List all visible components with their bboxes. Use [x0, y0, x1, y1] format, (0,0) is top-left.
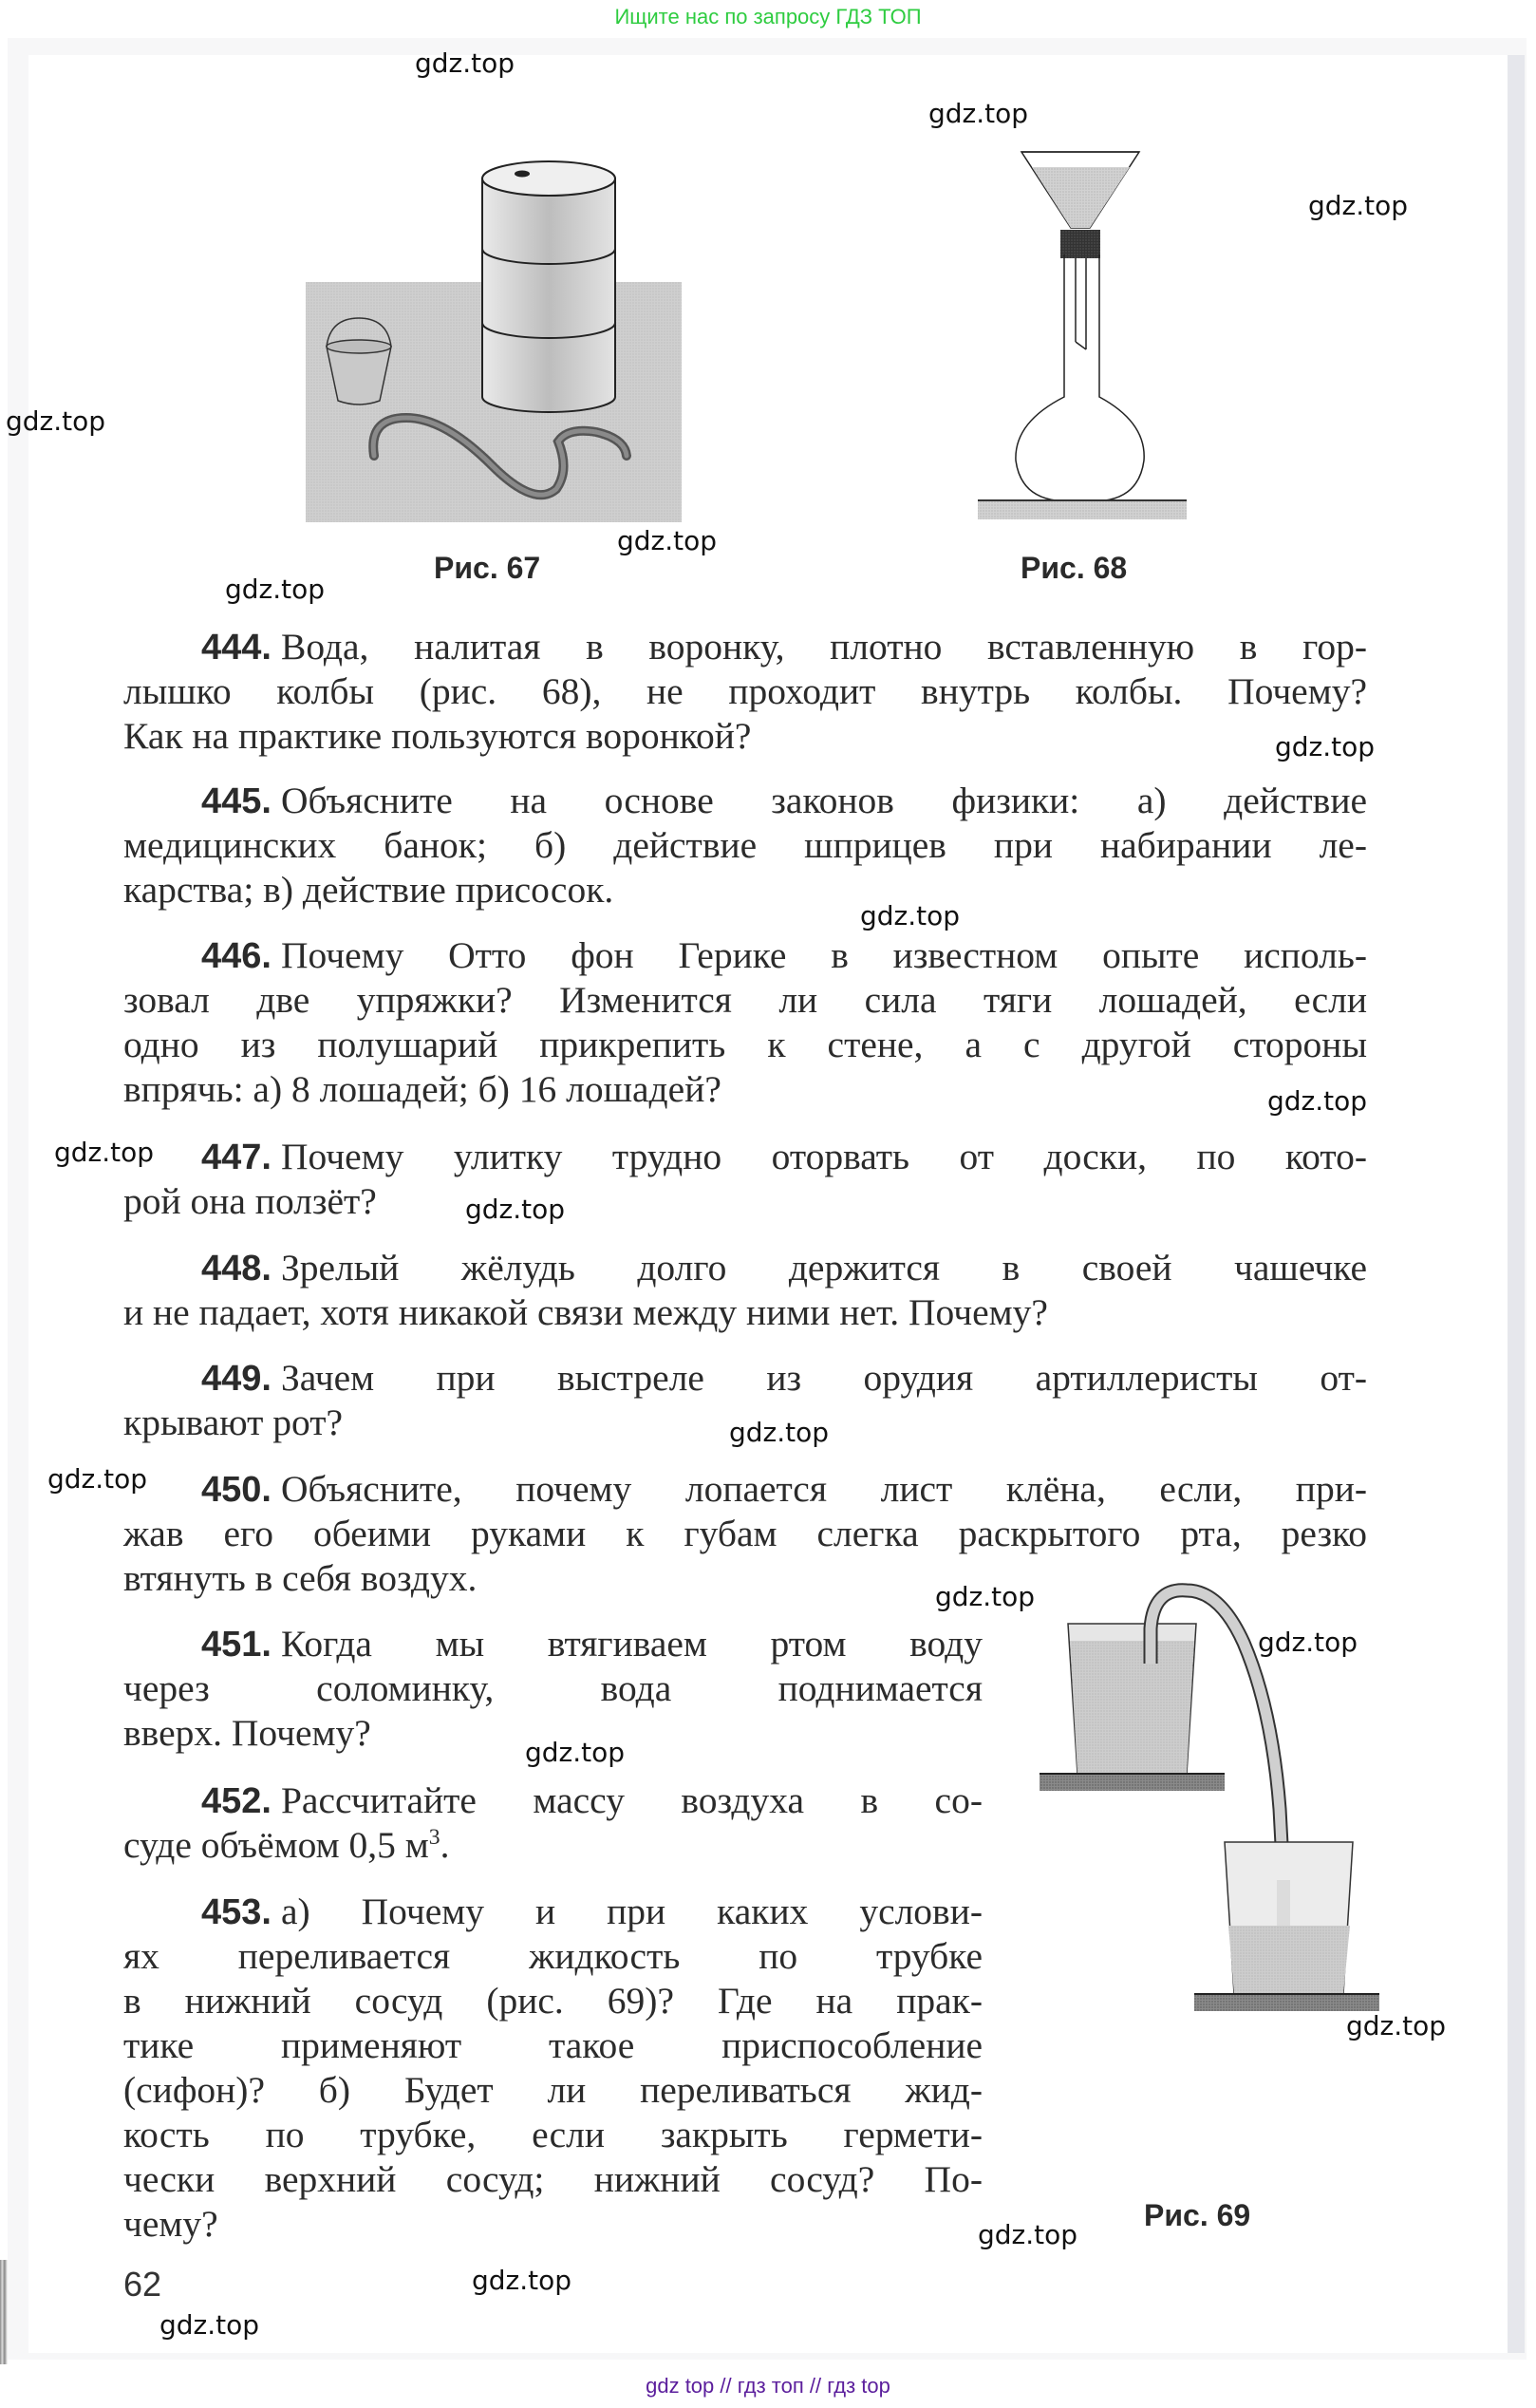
- watermark: gdz.top: [729, 1417, 830, 1448]
- lower-shelf: [1194, 1994, 1379, 2011]
- task-text: в нижний сосуд (рис. 69)? Где на прак-: [123, 1980, 983, 2022]
- figure-68-caption: Рис. 68: [1021, 551, 1128, 585]
- task-446: [123, 933, 1367, 1112]
- watermark: gdz.top: [1258, 1627, 1358, 1658]
- task-number: 447.: [201, 1138, 272, 1177]
- task-text: жав его обеими руками к губам слегка раскрытого рта, резко: [123, 1513, 1367, 1554]
- watermark: gdz.top: [465, 1194, 566, 1225]
- barrel-icon: [482, 161, 615, 412]
- task-text: Когда мы втягиваем ртом воду: [280, 1623, 983, 1665]
- task-number: 449.: [201, 1359, 272, 1399]
- watermark: gdz.top: [525, 1737, 626, 1768]
- page-binding-edge: [0, 2260, 8, 2364]
- task-text: Почему улитку трудно оторвать от доски, по кото-: [280, 1136, 1367, 1177]
- task-444: [123, 625, 1367, 759]
- task-451: [123, 1622, 983, 1756]
- task-445: [123, 779, 1367, 912]
- task-text: медицинских банок; б) действие шприцев при набирании ле-: [123, 824, 1367, 866]
- task-text: крывают рот?: [123, 1402, 344, 1443]
- task-number: 450.: [201, 1470, 272, 1510]
- task-text: Зачем при выстреле из орудия артиллеристы от-: [280, 1357, 1367, 1399]
- figure-69-caption: Рис. 69: [1144, 2198, 1251, 2232]
- watermark: gdz.top: [54, 1137, 155, 1168]
- task-text: кость по трубке, если закрыть гермети-: [123, 2114, 983, 2155]
- watermark: gdz.top: [472, 2265, 572, 2296]
- task-452: [123, 1778, 983, 1868]
- task-text: Зрелый жёлудь долго держится в своей чашечке: [280, 1247, 1367, 1289]
- task-text: рой она ползёт?: [123, 1180, 377, 1222]
- flask-icon: [1016, 254, 1144, 500]
- figure-68-funnel-flask: [968, 142, 1196, 522]
- task-text: карства; в) действие присосок.: [123, 869, 614, 911]
- watermark: gdz.top: [935, 1581, 1036, 1612]
- task-453: [123, 1890, 983, 2247]
- watermark: gdz.top: [225, 574, 326, 605]
- task-text: Объясните на основе законов физики: а) действие: [280, 780, 1367, 821]
- task-number: 445.: [201, 781, 272, 821]
- task-number: 453.: [201, 1892, 272, 1932]
- funnel-icon: [1021, 152, 1139, 228]
- task-text: тике применяют такое приспособление: [123, 2024, 983, 2066]
- lower-vessel-icon: [1225, 1842, 1353, 1994]
- watermark: gdz.top: [6, 405, 106, 437]
- figure-67-caption: Рис. 67: [434, 551, 541, 585]
- task-text: вверх. Почему?: [123, 1712, 371, 1754]
- task-text: (сифон)? б) Будет ли переливаться жид-: [123, 2069, 983, 2111]
- figure-67-barrel-bucket-hose: [302, 142, 691, 532]
- task-text: .: [440, 1824, 450, 1866]
- task-number: 446.: [201, 936, 272, 976]
- page-right-edge: [1508, 55, 1525, 2353]
- cork-icon: [1060, 230, 1100, 258]
- watermark: gdz.top: [415, 47, 515, 79]
- task-number: 448.: [201, 1249, 272, 1289]
- table-surface: [978, 500, 1187, 519]
- task-448: [123, 1246, 1367, 1335]
- watermark: gdz.top: [1267, 1085, 1368, 1117]
- task-text: Вода, налитая в воронку, плотно вставленную в гор-: [280, 626, 1367, 668]
- upper-vessel-icon: [1068, 1624, 1196, 1774]
- task-text: чему?: [123, 2203, 218, 2245]
- task-text: Почему Отто фон Герике в известном опыте исполь-: [280, 934, 1367, 976]
- task-text: зовал две упряжки? Изменится ли сила тяги лошадей, если: [123, 979, 1367, 1021]
- task-text: чески верхний сосуд; нижний сосуд? По-: [123, 2158, 983, 2200]
- task-number: 451.: [201, 1625, 272, 1665]
- task-number: 452.: [201, 1781, 272, 1821]
- watermark: gdz.top: [1275, 731, 1376, 762]
- watermark: gdz.top: [1308, 190, 1409, 221]
- watermark: gdz.top: [47, 1463, 148, 1495]
- task-number: 444.: [201, 628, 272, 668]
- page-number: 62: [123, 2265, 162, 2304]
- superscript: 3: [428, 1824, 440, 1850]
- task-text: а) Почему и при каких услови-: [280, 1891, 983, 1932]
- top-banner[interactable]: Ищите нас по запросу ГДЗ ТОП: [614, 5, 922, 28]
- watermark: gdz.top: [928, 98, 1029, 129]
- watermark: gdz.top: [617, 525, 718, 556]
- watermark: gdz.top: [978, 2219, 1078, 2250]
- task-text: одно из полушарий прикрепить к стене, а с другой стороны: [123, 1024, 1367, 1065]
- watermark: gdz.top: [159, 2309, 260, 2341]
- task-text: через соломинку, вода поднимается: [123, 1667, 983, 1709]
- task-text: и не падает, хотя никакой связи между ними нет. Почему?: [123, 1291, 1048, 1333]
- upper-shelf: [1040, 1774, 1225, 1791]
- watermark: gdz.top: [1346, 2010, 1447, 2041]
- watermark: gdz.top: [860, 900, 961, 931]
- task-text: Рассчитайте массу воздуха в со-: [280, 1779, 983, 1821]
- bottom-banner[interactable]: gdz top // гдз топ // гдз top: [646, 2374, 890, 2398]
- task-text: втянуть в себя воздух.: [123, 1557, 478, 1599]
- task-text: Как на практике пользуются воронкой?: [123, 715, 752, 757]
- task-text: Объясните, почему лопается лист клёна, если, при-: [280, 1468, 1367, 1510]
- figure-69-siphon: [1035, 1576, 1414, 2184]
- task-text: ях переливается жидкость по трубке: [123, 1935, 983, 1977]
- task-text: лышко колбы (рис. 68), не проходит внутрь колбы. Почему?: [123, 670, 1367, 712]
- task-447: [123, 1135, 1367, 1224]
- task-text: впрячь: а) 8 лошадей; б) 16 лошадей?: [123, 1068, 721, 1110]
- task-text: суде объёмом 0,5 м: [123, 1824, 429, 1866]
